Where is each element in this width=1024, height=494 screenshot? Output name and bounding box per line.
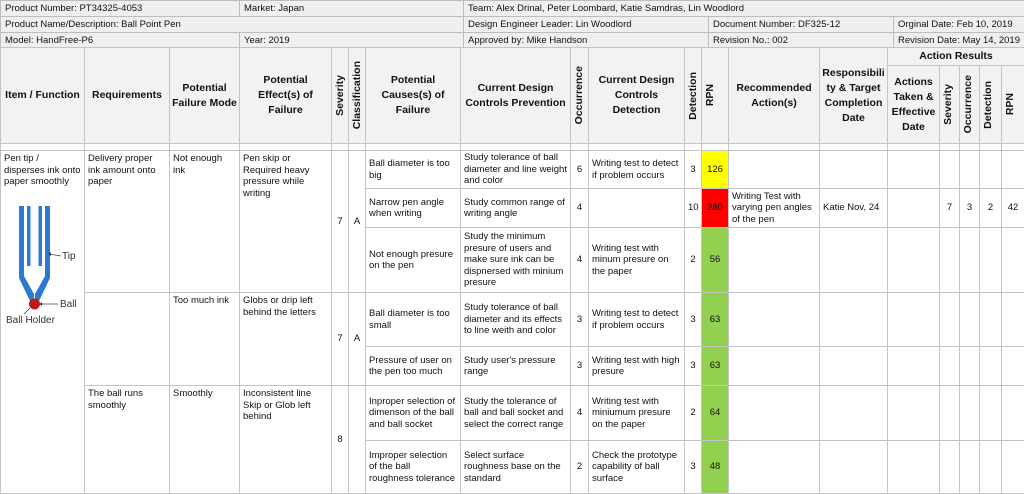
col-detection-label: Detection: [686, 72, 701, 120]
effect-cell[interactable]: Pen skip or Required heavy pressure while writing: [240, 151, 332, 293]
col-severity: [332, 48, 349, 144]
occurrence-cell[interactable]: 2: [571, 441, 589, 494]
occurrence-cell[interactable]: 4: [571, 189, 589, 228]
revision-date-cell[interactable]: Revision Date: May 14, 2019: [894, 33, 1024, 49]
col-effects: Potential Effect(s) of Failure: [240, 48, 332, 144]
ar-detection-cell[interactable]: [980, 386, 1002, 441]
prevention-cell[interactable]: Study common range of writing angle: [461, 189, 571, 228]
col-classification-label: Classification: [350, 61, 365, 129]
requirement-cell[interactable]: Delivery proper ink amount onto paper: [85, 151, 170, 293]
effect-cell[interactable]: Globs or drip left behind the letters: [240, 293, 332, 386]
col-ar-detection: [980, 66, 1002, 144]
product-number-cell[interactable]: Product Number: PT34325-4053: [1, 1, 240, 17]
document-number-cell[interactable]: Document Number: DF325-12: [709, 17, 894, 33]
occurrence-cell[interactable]: 3: [571, 347, 589, 386]
pen-tip-icon: [19, 206, 61, 314]
ar-severity-cell[interactable]: [940, 441, 960, 494]
ar-occurrence-cell[interactable]: [960, 228, 980, 293]
item-function-text: Pen tip / disperses ink onto paper smoothly: [4, 153, 81, 188]
detection-cell[interactable]: 3: [685, 293, 702, 347]
failure-mode-cell[interactable]: Too much ink: [170, 293, 240, 386]
detection-control-cell[interactable]: Writing test with miniumum presure on the paper: [589, 386, 685, 441]
col-recommended: Recommended Action(s): [729, 48, 820, 144]
col-ar-severity: [940, 66, 960, 144]
occurrence-cell[interactable]: 4: [571, 386, 589, 441]
ar-detection-cell[interactable]: [980, 228, 1002, 293]
actions-taken-cell[interactable]: [888, 151, 940, 189]
model-cell[interactable]: Model: HandFree-P6: [1, 33, 240, 49]
ar-rpn-cell[interactable]: 42: [1002, 189, 1024, 228]
approved-by-cell[interactable]: Approved by: Mike Handson: [464, 33, 709, 49]
responsibility-cell[interactable]: [820, 293, 888, 347]
tip-right-wall: [35, 276, 50, 301]
occurrence-cell[interactable]: 3: [571, 293, 589, 347]
detection-cell[interactable]: 2: [685, 386, 702, 441]
actions-taken-cell[interactable]: [888, 189, 940, 228]
detection-cell[interactable]: 3: [685, 441, 702, 494]
ball-label: Ball: [60, 299, 77, 310]
prevention-cell[interactable]: Study the minimum presure of users and make sure ink can be dispnersed with minium presure: [461, 228, 571, 293]
col-causes: Potential Causes(s) of Failure: [366, 48, 461, 144]
detection-cell[interactable]: 3: [685, 347, 702, 386]
revision-no-cell[interactable]: Revision No.: 002: [709, 33, 894, 49]
detection-cell[interactable]: 10: [685, 189, 702, 228]
ar-severity-cell[interactable]: [940, 347, 960, 386]
ar-occurrence-cell[interactable]: [960, 347, 980, 386]
rpn-cell[interactable]: 48: [702, 441, 729, 494]
cause-cell[interactable]: Ball diameter is too small: [366, 293, 461, 347]
tip-label: Tip: [62, 251, 76, 262]
ar-detection-cell[interactable]: [980, 151, 1002, 189]
recommended-cell[interactable]: [729, 386, 820, 441]
responsibility-cell[interactable]: [820, 386, 888, 441]
ar-rpn-cell[interactable]: [1002, 347, 1024, 386]
col-ar-rpn: [1002, 66, 1024, 144]
ar-occurrence-cell[interactable]: [960, 293, 980, 347]
rpn-cell[interactable]: 63: [702, 347, 729, 386]
rpn-cell[interactable]: 64: [702, 386, 729, 441]
col-failure-mode: Potential Failure Mode: [170, 48, 240, 144]
prevention-cell[interactable]: Study tolerance of ball diameter and its effects to line weith and color: [461, 293, 571, 347]
col-detection: [685, 48, 702, 144]
rpn-cell[interactable]: 56: [702, 228, 729, 293]
actions-taken-cell[interactable]: [888, 293, 940, 347]
table-row: [1, 151, 1024, 189]
col-ar-detection-label: Detection: [981, 81, 996, 129]
col-actions-taken: Actions Taken & Effective Date: [888, 66, 940, 144]
detection-control-cell[interactable]: [589, 189, 685, 228]
classification-cell[interactable]: A: [349, 151, 366, 293]
spacer-cell: [1, 144, 85, 151]
failure-mode-cell[interactable]: Not enough ink: [170, 151, 240, 293]
col-ar-occurrence-label: Occurrence: [961, 75, 976, 133]
col-classification: [349, 48, 366, 144]
recommended-cell[interactable]: [729, 228, 820, 293]
recommended-cell[interactable]: [729, 293, 820, 347]
ink-channel-right: [39, 206, 43, 266]
cause-cell[interactable]: Improper selection of the ball roughness tolerance: [366, 441, 461, 494]
responsibility-cell[interactable]: [820, 228, 888, 293]
original-date-cell[interactable]: Orginal Date: Feb 10, 2019: [894, 17, 1024, 33]
ink-channel-left: [27, 206, 31, 266]
pen-barrel-left: [19, 206, 24, 278]
ar-detection-cell[interactable]: [980, 293, 1002, 347]
requirement-cell[interactable]: The ball runs smoothly: [85, 386, 170, 494]
severity-cell[interactable]: 7: [332, 151, 349, 293]
prevention-cell[interactable]: Study user's pressure range: [461, 347, 571, 386]
ar-occurrence-cell[interactable]: [960, 151, 980, 189]
recommended-cell[interactable]: Writing Test with varying pen angles of the pen: [729, 189, 820, 228]
col-ar-occurrence: [960, 66, 980, 144]
col-occurrence-label: Occurrence: [572, 66, 587, 124]
ar-detection-cell[interactable]: [980, 441, 1002, 494]
col-detection-controls: Current Design Controls Detection: [589, 48, 685, 144]
ar-severity-cell[interactable]: [940, 293, 960, 347]
ar-rpn-cell[interactable]: [1002, 386, 1024, 441]
rpn-cell[interactable]: 126: [702, 151, 729, 189]
detection-control-cell[interactable]: Writing test with minum presure on the paper: [589, 228, 685, 293]
cause-cell[interactable]: Pressure of user on the pen too much: [366, 347, 461, 386]
ar-occurrence-cell[interactable]: [960, 386, 980, 441]
ar-occurrence-cell[interactable]: [960, 441, 980, 494]
ar-detection-cell[interactable]: [980, 347, 1002, 386]
occurrence-cell[interactable]: 6: [571, 151, 589, 189]
ar-severity-cell[interactable]: [940, 151, 960, 189]
product-name-cell[interactable]: Product Name/Description: Ball Point Pen: [1, 17, 464, 33]
ball-icon: [29, 298, 40, 309]
ar-severity-cell[interactable]: [940, 228, 960, 293]
col-prevention: Current Design Controls Prevention: [461, 48, 571, 144]
header-info-table: [0, 0, 1024, 49]
col-ar-rpn-label: RPN: [1003, 93, 1018, 115]
col-occurrence: [571, 48, 589, 144]
ar-occurrence-cell[interactable]: 3: [960, 189, 980, 228]
ar-rpn-cell[interactable]: [1002, 293, 1024, 347]
recommended-cell[interactable]: [729, 441, 820, 494]
design-leader-cell[interactable]: Design Engineer Leader: Lin Woodlord: [464, 17, 709, 33]
prevention-cell[interactable]: Select surface roughness base on the standard: [461, 441, 571, 494]
ar-rpn-cell[interactable]: [1002, 228, 1024, 293]
actions-taken-cell[interactable]: [888, 441, 940, 494]
detection-control-cell[interactable]: Check the prototype capability of ball surface: [589, 441, 685, 494]
responsibility-cell[interactable]: [820, 151, 888, 189]
occurrence-cell[interactable]: 4: [571, 228, 589, 293]
ar-detection-cell[interactable]: 2: [980, 189, 1002, 228]
pen-tip-diagram: [4, 206, 84, 346]
table-row: [1, 386, 1024, 441]
detection-control-cell[interactable]: Writing test with high presure: [589, 347, 685, 386]
cause-cell[interactable]: Ball diameter is too big: [366, 151, 461, 189]
col-ar-severity-label: Severity: [941, 84, 956, 125]
ar-rpn-cell[interactable]: [1002, 151, 1024, 189]
market-cell[interactable]: Market: Japan: [240, 1, 464, 17]
ar-severity-cell[interactable]: [940, 386, 960, 441]
holder-pointer: [24, 308, 30, 314]
fmea-table: [0, 47, 1024, 494]
responsibility-cell[interactable]: Katie Nov, 24: [820, 189, 888, 228]
prevention-cell[interactable]: Study tolerance of ball diameter and line weight and color: [461, 151, 571, 189]
responsibility-cell[interactable]: [820, 441, 888, 494]
pen-barrel-right: [45, 206, 50, 278]
effect-cell[interactable]: Inconsistent line Skip or Glob left behind: [240, 386, 332, 494]
recommended-cell[interactable]: [729, 347, 820, 386]
detection-cell[interactable]: 2: [685, 228, 702, 293]
ball-holder-label: Ball Holder: [6, 315, 56, 326]
ar-severity-cell[interactable]: 7: [940, 189, 960, 228]
team-cell[interactable]: Team: Alex Drinal, Peter Loombard, Katie Samdras, Lin Woodlord: [464, 1, 1024, 17]
col-rpn: [702, 48, 729, 144]
detection-control-cell[interactable]: Writing test to detect if problem occurs: [589, 293, 685, 347]
tip-left-wall: [19, 276, 34, 301]
detection-cell[interactable]: 3: [685, 151, 702, 189]
actions-taken-cell[interactable]: [888, 347, 940, 386]
item-function-cell[interactable]: [1, 151, 85, 494]
prevention-cell[interactable]: Study the tolerance of ball and ball socket and select the correct range: [461, 386, 571, 441]
recommended-cell[interactable]: [729, 151, 820, 189]
failure-mode-cell[interactable]: Smoothly: [170, 386, 240, 494]
ar-rpn-cell[interactable]: [1002, 441, 1024, 494]
year-cell[interactable]: Year: 2019: [240, 33, 464, 49]
cause-cell[interactable]: Not enough presure on the pen: [366, 228, 461, 293]
severity-cell[interactable]: 8: [332, 386, 349, 494]
col-requirements: Requirements: [85, 48, 170, 144]
detection-control-cell[interactable]: Writing test to detect if problem occurs: [589, 151, 685, 189]
classification-cell[interactable]: A: [349, 293, 366, 386]
actions-taken-cell[interactable]: [888, 386, 940, 441]
requirement-cell[interactable]: [85, 293, 170, 386]
cause-cell[interactable]: Narrow pen angle when writing: [366, 189, 461, 228]
col-item-function: Item / Function: [1, 48, 85, 144]
actions-taken-cell[interactable]: [888, 228, 940, 293]
rpn-cell[interactable]: 280: [702, 189, 729, 228]
classification-cell[interactable]: [349, 386, 366, 494]
col-responsibility: Responsibili ty & Target Completion Date: [820, 48, 888, 144]
col-action-results: Action Results: [888, 48, 1024, 66]
cause-cell[interactable]: Inproper selection of dimenson of the ball and ball socket: [366, 386, 461, 441]
severity-cell[interactable]: 7: [332, 293, 349, 386]
responsibility-cell[interactable]: [820, 347, 888, 386]
col-rpn-label: RPN: [703, 84, 718, 106]
rpn-cell[interactable]: 63: [702, 293, 729, 347]
col-severity-label: Severity: [333, 75, 348, 116]
table-row: [1, 293, 1024, 347]
